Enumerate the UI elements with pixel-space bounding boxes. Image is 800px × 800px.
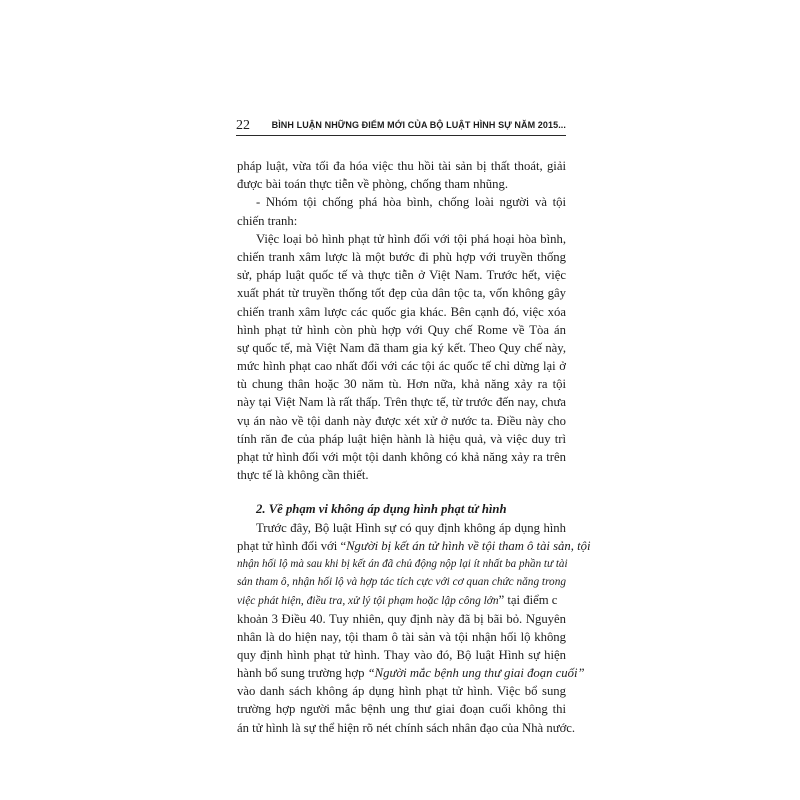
text-line: chiến tranh xâm lược các quốc gia khác. Bên cạnh đó, việc xóa: [237, 304, 566, 319]
quoted-text: việc phát hiện, điều tra, xử lý tội phạm hoặc lập công lớn: [237, 595, 499, 608]
quoted-text: Người bị kết án tử hình về tội tham ô tài sản, tội: [346, 538, 591, 553]
text-line: tù chung thân hoặc 30 năm tù. Hơn nữa, khả năng xảy ra tội: [237, 377, 566, 392]
text-line: được bài toán thực tiễn về phòng, chống tham nhũng.: [237, 177, 508, 192]
text-line: [237, 591, 566, 609]
text-line: pháp luật, vừa tối đa hóa việc thu hồi tài sản bị thất thoát, giải: [237, 159, 566, 173]
text-line: sử, pháp luật quốc tế và thực tiễn ở Việt Nam. Trước hết, việc: [237, 268, 566, 283]
quoted-text: “Người mắc bệnh ung thư giai đoạn cuối”: [367, 666, 585, 681]
text-line: Trước đây, Bộ luật Hình sự có quy định không áp dụng hình: [256, 520, 566, 535]
text-run: phạt tử hình đối với “: [237, 538, 347, 553]
text-line: vào danh sách không áp dụng hình phạt tử hình. Việc bổ sung: [237, 684, 566, 699]
text-line: chiến tranh xâm lược là một bước đi phù hợp với truyền thống: [237, 249, 566, 264]
running-title: BÌNH LUẬN NHỮNG ĐIỂM MỚI CỦA BỘ LUẬT HÌNH SỰ NĂM 2015...: [271, 120, 566, 130]
text-line: xuất phát từ truyền thống tốt đẹp của dân tộc ta, vốn không gây: [237, 286, 566, 301]
text-line: hình phạt tử hình còn phù hợp với Quy chế Rome về Tòa án: [237, 322, 566, 337]
text-line: sự quốc tế, mà Việt Nam đã tham gia ký kết. Theo Quy chế này,: [237, 340, 566, 355]
quoted-text: nhận hối lộ mà sau khi bị kết án đã chủ động nộp lại ít nhất ba phần tư tài: [237, 557, 568, 570]
text-line: quy định hình phạt tử hình. Thay vào đó, Bộ luật Hình sự hiện: [237, 647, 566, 662]
text-line: phạt tử hình đối với một tội danh không có khả năng xảy ra trên: [237, 450, 566, 464]
paragraph: [237, 193, 566, 229]
text-line: tính răn đe của pháp luật hiện hành là hiệu quả, và việc duy trì: [237, 431, 566, 446]
page-number: 22: [236, 118, 250, 133]
paragraph: [237, 519, 591, 737]
section-spacer: [237, 484, 566, 500]
text-line: Việc loại bỏ hình phạt tử hình đối với tội phá hoại hòa bình,: [256, 231, 566, 246]
text-line: [237, 537, 591, 555]
paragraph: [237, 230, 566, 485]
text-line: chiến tranh:: [237, 213, 298, 228]
text-line: trường hợp người mắc bệnh ung thư giai đoạn cuối không thi: [237, 702, 566, 717]
text-line: này tại Việt Nam là rất thấp. Trên thực tế, từ trước đến nay, chưa: [237, 395, 566, 410]
paragraph: [237, 157, 566, 193]
text-line: thực tế là không cần thiết.: [237, 468, 369, 483]
text-line: mức hình phạt cao nhất đối với các tội ác quốc tế chỉ dừng lại ở: [237, 359, 566, 374]
text-line: vụ án nào về tội danh này được xét xử ở nước ta. Điều này cho: [237, 413, 566, 428]
text-run: ” tại điểm c: [498, 593, 558, 608]
text-line: [237, 664, 585, 682]
text-run: hành bổ sung trường hợp: [237, 666, 368, 681]
header-rule: [236, 135, 566, 136]
text-line: khoản 3 Điều 40. Tuy nhiên, quy định này đã bị bãi bỏ. Nguyên: [237, 611, 566, 626]
text-line: - Nhóm tội chống phá hòa bình, chống loài người và tội: [256, 195, 566, 210]
page-body: [237, 157, 591, 737]
page-header: [236, 112, 566, 136]
text-line: án tử hình là sự thể hiện rõ nét chính sách nhân đạo của Nhà nước.: [237, 720, 576, 735]
text-line: nhân là do hiện nay, tội tham ô tài sản và tội nhận hối lộ không: [237, 629, 566, 644]
quoted-text: sản tham ô, nhận hối lộ và hợp tác tích cực với cơ quan chức năng trong: [237, 576, 566, 589]
section-heading: 2. Về phạm vi không áp dụng hình phạt tử hình: [256, 502, 507, 517]
